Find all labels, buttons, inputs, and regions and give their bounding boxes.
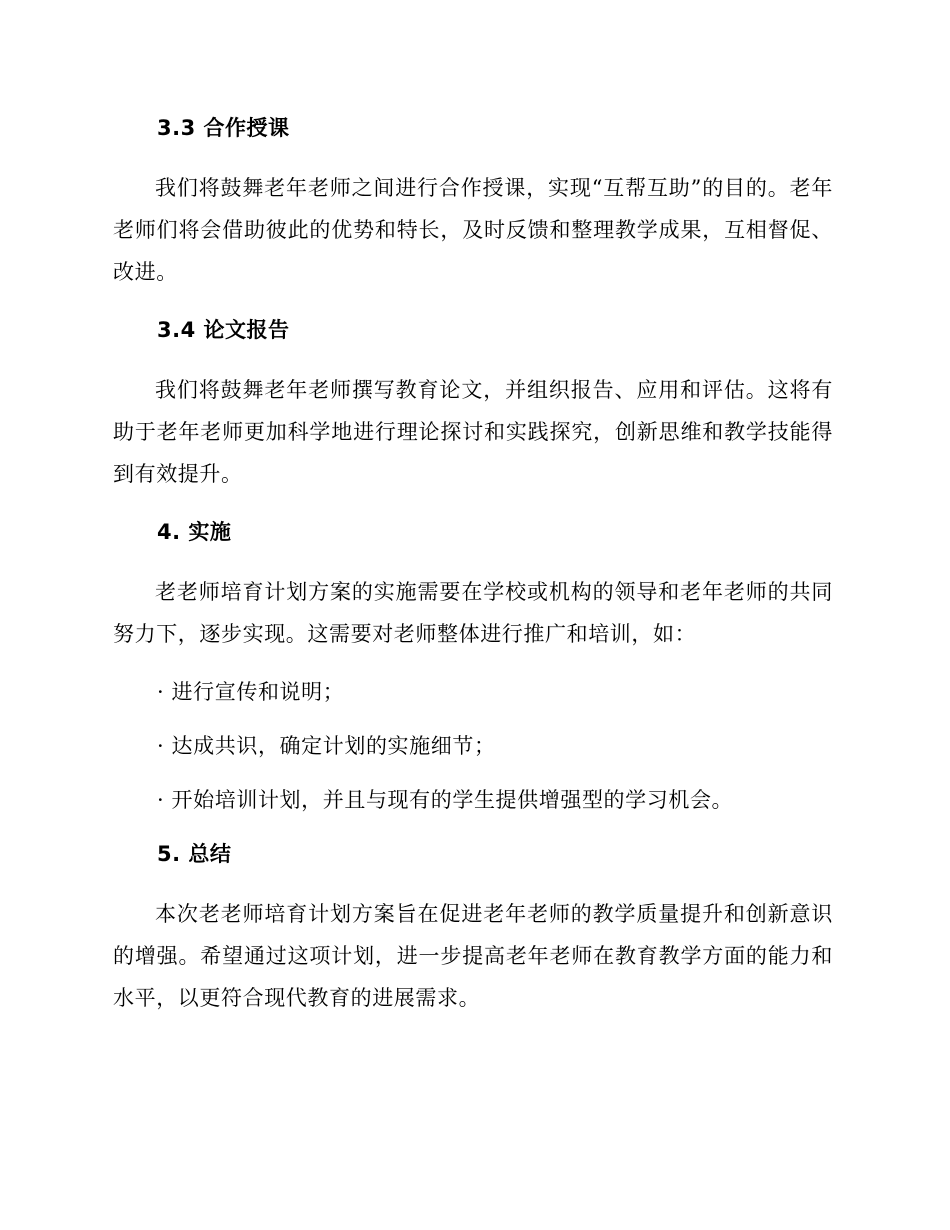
bullet-item: · 进行宣传和说明；: [157, 680, 345, 704]
document-body: [113, 108, 833, 1036]
section-heading-5: 5. 总结: [157, 842, 232, 866]
section-paragraph-3-4: 我们将鼓舞老年老师撰写教育论文，并组织报告、应用和评估。这将有助于老年老师更加科学地进行理论探讨和实践探究，创新思维和教学技能得到有效提升。: [113, 378, 833, 486]
section-paragraph-5: 本次老老师培育计划方案旨在促进老年老师的教学质量提升和创新意识的增强。希望通过这项计划，进一步提高老年老师在教育教学方面的能力和水平，以更符合现代教育的进展需求。: [113, 902, 833, 1010]
section-heading-3-3: 3.3 合作授课: [157, 116, 290, 140]
bullet-item: · 开始培训计划，并且与现有的学生提供增强型的学习机会。: [157, 788, 734, 812]
bullet-item: · 达成共识，确定计划的实施细节；: [157, 734, 496, 758]
section-paragraph-3-3: 我们将鼓舞老年老师之间进行合作授课，实现“互帮互助”的目的。老年老师们将会借助彼此的优势和特长，及时反馈和整理教学成果，互相督促、改进。: [113, 176, 833, 284]
section-heading-4: 4. 实施: [157, 520, 232, 544]
section-paragraph-4: 老老师培育计划方案的实施需要在学校或机构的领导和老年老师的共同努力下，逐步实现。这需要对老师整体进行推广和培训，如：: [113, 580, 833, 646]
section-heading-3-4: 3.4 论文报告: [157, 318, 290, 342]
